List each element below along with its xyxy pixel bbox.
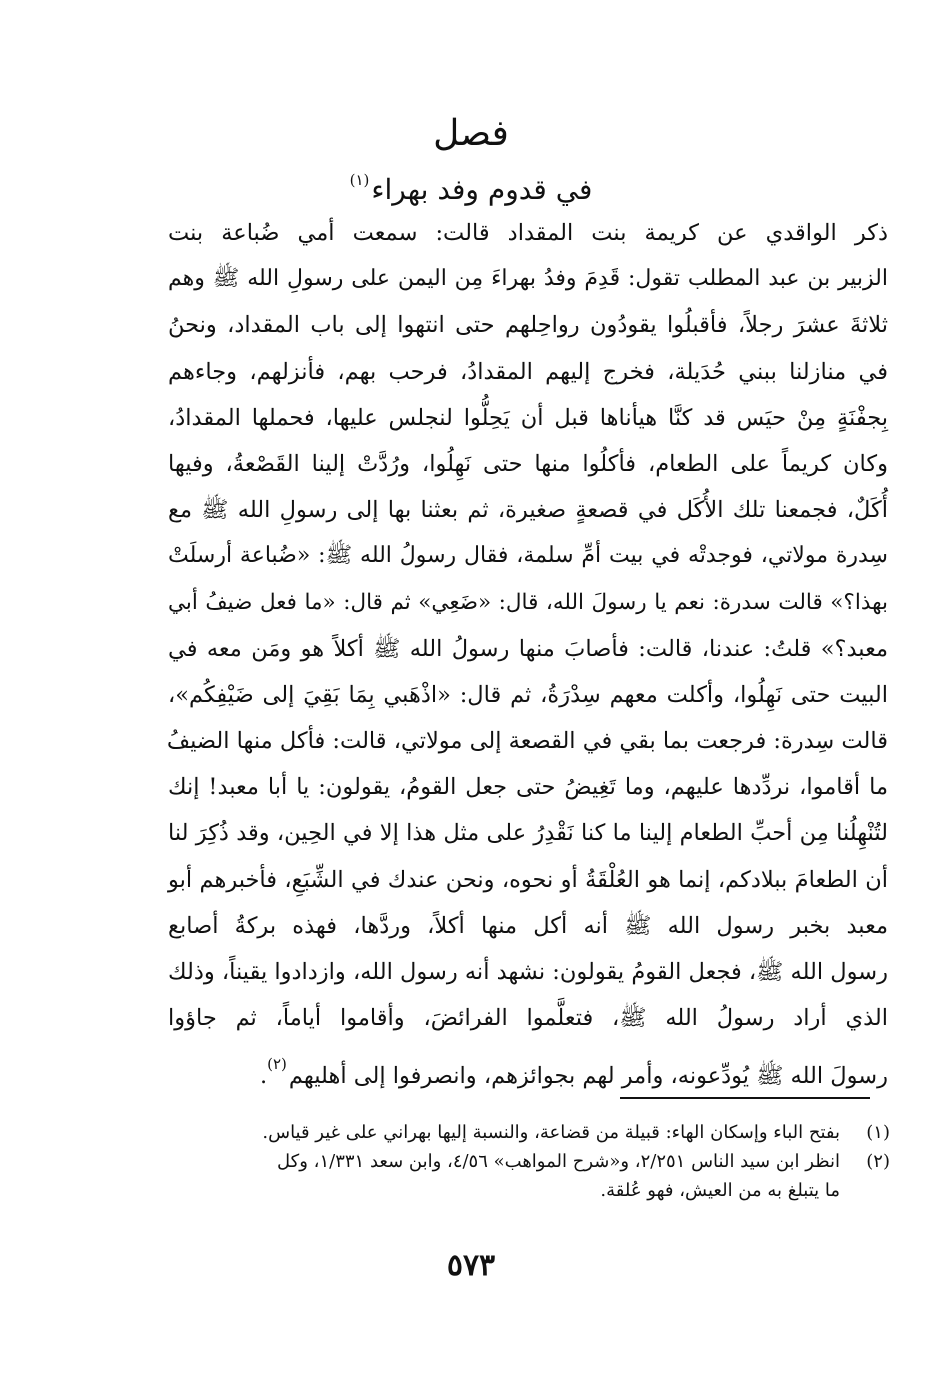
text-line: أُكَلٌ، فجمعنا تلك الأُكَل في قصعةٍ صغيرة، ثم بعثنا بها إلى رسولِ الله ﷺ مع (168, 497, 888, 524)
text-line-last: رسولَ الله ﷺ يُودِّعونه، وأمر لهم بجوائزهم، وانصرفوا إلى أهليهم$^{(٢)}$. (259, 1055, 888, 1090)
text-line: ثلاثةَ عشرَ رجلاً، فأقبلُوا يقودُون رواحِلهم حتى انتهوا إلى باب المقداد، ونحنُ (168, 312, 888, 339)
footnote-marker-2: (٢) (267, 1055, 287, 1074)
text-line: معبد؟» قلتُ: عندنا، قالت: فأصابَ منها رسولُ الله ﷺ أكلاً هو ومَن معه في (168, 635, 888, 662)
chapter-title (0, 112, 942, 156)
chapter-subtitle (0, 160, 942, 210)
main-text (168, 210, 888, 1088)
text-line: لتُنْهِلُنا مِن أحبِّ الطعام إلينا ما كنا نَقْدِرُ على مثل هذا إلا في الحِين، وقد ذُكِرَ لنا (168, 820, 888, 847)
text-line: معبد بخبر رسول الله ﷺ أنه أكل منها أكلاً، وردَّها، فهذه بركةُ أصابع (168, 912, 888, 939)
footnote-text: بفتح الباء وإسكان الهاء: قبيلة من قضاعة، والنسبة إليها بهراني على غير قياس. (262, 1122, 840, 1143)
text-line: ذكر الواقدي عن كريمة بنت المقداد قالت: سمعت أمي ضُباعة بنت (168, 220, 888, 246)
footnote-divider (620, 1097, 870, 1099)
text-line: البيت حتى نَهِلُوا، وأكلت معهم سِدْرَةُ، ثم قال: «اذْهَبي بِمَا بَقِيَ إلى ضَيْفِكُم»، (168, 681, 888, 708)
footnote-number: (٢) (866, 1151, 890, 1172)
text-line: رسول الله ﷺ، فجعل القومُ يقولون: نشهد أنه رسول الله، وازدادوا يقيناً، وذلك (168, 959, 888, 985)
text-line-last-content: رسولَ الله ﷺ يُودِّعونه، وأمر لهم بجوائزهم، وانصرفوا إلى أهليهم (288, 1063, 888, 1090)
text-line: وكان كريماً على الطعام، فأكلُوا منها حتى نَهِلُوا، ورُدَّتْ إلينا القَصْعةُ، وفيها (168, 450, 888, 477)
text-line: سِدرة مولاتي، فوجدتْه في بيت أمِّ سلمة، فقال رسولُ الله ﷺ: «ضُباعة أرسلَتْ (168, 543, 888, 569)
text-line: بِجفْنَةٍ مِنْ حيَس قد كنَّا هيأناها قبل أن يَحِلُّوا لنجلس عليها، فحملها المقدادُ، (168, 404, 888, 431)
chapter-subtitle-text: في قدوم وفد بهراء (371, 173, 593, 206)
footnote-text: انظر ابن سيد الناس ٢/٢٥١، و«شرح المواهب» ٤/٥٦، وابن سعد ١/٣٣١، وكل (277, 1151, 840, 1172)
footnote-number: (١) (866, 1122, 890, 1143)
text-line: بهذا؟» قالت سدرة: نعم يا رسولَ الله، قال: «ضَعِي» ثم قال: «ما فعل ضيفُ أبي (168, 589, 888, 615)
text-line: في منازلنا ببني حُدَيلة، فخرج إليهم المقدادُ، فرحب بهم، فأنزلهم، وجاءهم (168, 358, 888, 385)
text-line: أن الطعامَ ببلادكم، إنما هو العُلْقَةُ أو نحوه، ونحن عندك في الشِّبَعِ، فأخبرهم أبو (168, 866, 888, 893)
text-line: قالت سِدرة: فرجعت بما بقي في القصعة إلى مولاتي، قالت: فأكل منها الضيفُ (166, 728, 888, 755)
text-line: الزبير بن عبد المطلب تقول: قَدِمَ وفدُ بهراءَ مِن اليمن على رسولِ الله ﷺ وهم (168, 266, 888, 292)
chapter-title-text: فصل (433, 113, 509, 154)
text-line: الذي أراد رسولُ الله ﷺ، فتعلَّموا الفرائضَ، وأقاموا أياماً، ثم جاؤوا (168, 1005, 888, 1032)
footnotes (180, 1118, 890, 1205)
footnote-1 (180, 1118, 890, 1147)
text-line: ما أقاموا، نردِّدها عليهم، وما تَغِيضُ حتى جعل القومُ، يقولون: يا أبا معبد! إنك (168, 774, 888, 801)
footnote-2 (180, 1147, 890, 1176)
page-number: ٥٧٣ (446, 1248, 496, 1283)
footnote-2-continued: ما يتبلغ به من العيش، فهو عُلقة. (600, 1180, 840, 1201)
footnote-marker-1: (١) (349, 171, 370, 189)
